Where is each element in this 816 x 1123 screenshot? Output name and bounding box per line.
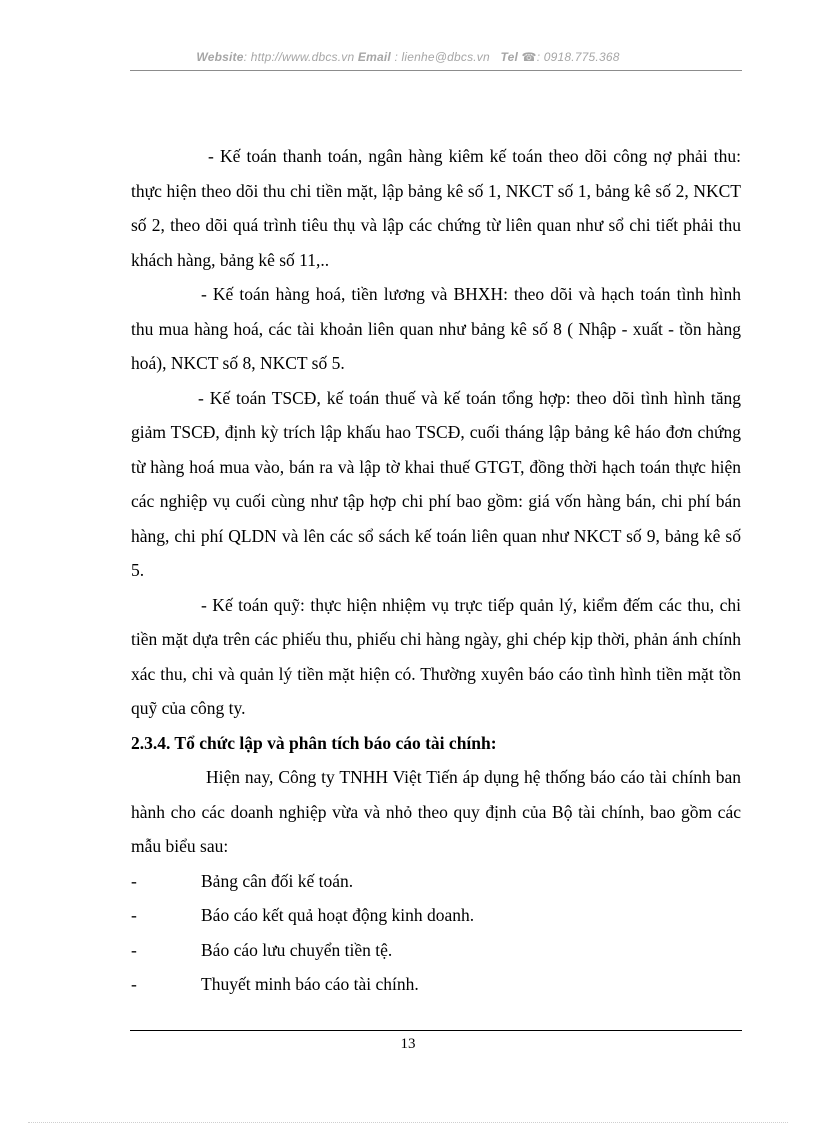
list-bullet: - — [131, 974, 137, 994]
document-body — [131, 139, 741, 1002]
list-item-text: Thuyết minh báo cáo tài chính. — [201, 974, 419, 994]
website-label: Website — [196, 50, 244, 64]
list-item — [131, 933, 741, 968]
section-intro: Hiện nay, Công ty TNHH Việt Tiến áp dụng hệ thống báo cáo tài chính ban hành cho các doanh nghiệp vừa và nhỏ theo quy định của Bộ tài chính, bao gồm các mẫu biểu sau: — [131, 767, 741, 856]
tel-label: Tel — [500, 50, 518, 64]
header-divider — [130, 70, 742, 71]
list-bullet: - — [131, 870, 137, 891]
list-item-text: Báo cáo kết quả hoạt động kinh doanh. — [201, 905, 475, 925]
tel-value: : 0918.775.368 — [536, 50, 620, 64]
list-bullet: - — [131, 905, 137, 925]
email-value: : lienhe@dbcs.vn — [390, 50, 490, 64]
paragraph-payment-accountant: - Kế toán thanh toán, ngân hàng kiêm kế toán theo dõi công nợ phải thu: thực hiện theo dõi thu chi tiền mặt, lập bảng kê số 1, NKCT số 1, bảng kê số 2, NKCT số 2, theo dõi quá trình tiêu thụ và lập các chứng từ liên quan như sổ chi tiết phải thu khách hàng, bảng kê số 11,.. — [131, 146, 741, 270]
footer-divider — [130, 1030, 742, 1031]
list-bullet: - — [131, 939, 137, 960]
paragraph-cash-fund-accountant: - Kế toán quỹ: thực hiện nhiệm vụ trực tiếp quản lý, kiểm đếm các thu, chi tiền mặt dựa trên các phiếu thu, phiếu chi hàng ngày, ghi chép kịp thời, phản ánh chính xác thu, chi và quản lý tiền mặt hiện có. Thường xuyên báo cáo tình hình tiền mặt tồn quỹ của công ty. — [131, 594, 741, 718]
list-item-text: Bảng cân đối kế toán. — [201, 870, 354, 891]
paragraph-goods-salary-accountant: - Kế toán hàng hoá, tiền lương và BHXH: theo dõi và hạch toán tình hình thu mua hàng hoá, các tài khoản liên quan như bảng kê số 8 ( Nhập - xuất - tồn hàng hoá), NKCT số 8, NKCT số 5. — [131, 284, 741, 373]
telephone-icon: ☎ — [521, 50, 537, 64]
list-item — [131, 967, 741, 1002]
list-item-text: Báo cáo lưu chuyển tiền tệ. — [201, 939, 393, 960]
email-label: Email — [357, 50, 391, 64]
paragraph-fixed-asset-tax-accountant: - Kế toán TSCĐ, kế toán thuế và kế toán tổng hợp: theo dõi tình hình tăng giảm TSCĐ, định kỳ trích lập khấu hao TSCĐ, cuối tháng lập bảng kê háo đơn chứng từ hàng hoá mua vào, bán ra và lập tờ khai thuế GTGT, đồng thời hạch toán thực hiện các nghiệp vụ cuối cùng như tập hợp chi phí bao gồm: giá vốn hàng bán, chi phí bán hàng, chi phí QLDN và lên các sổ sách kế toán liên quan như NKCT số 9, bảng kê số 5. — [131, 387, 741, 580]
page-number: 13 — [400, 1036, 416, 1052]
website-value: : http://www.dbcs.vn — [243, 50, 355, 64]
section-heading: 2.3.4. Tổ chức lập và phân tích báo cáo tài chính: — [131, 732, 497, 753]
list-item — [131, 864, 741, 899]
page-header — [0, 50, 816, 64]
list-item — [131, 898, 741, 933]
